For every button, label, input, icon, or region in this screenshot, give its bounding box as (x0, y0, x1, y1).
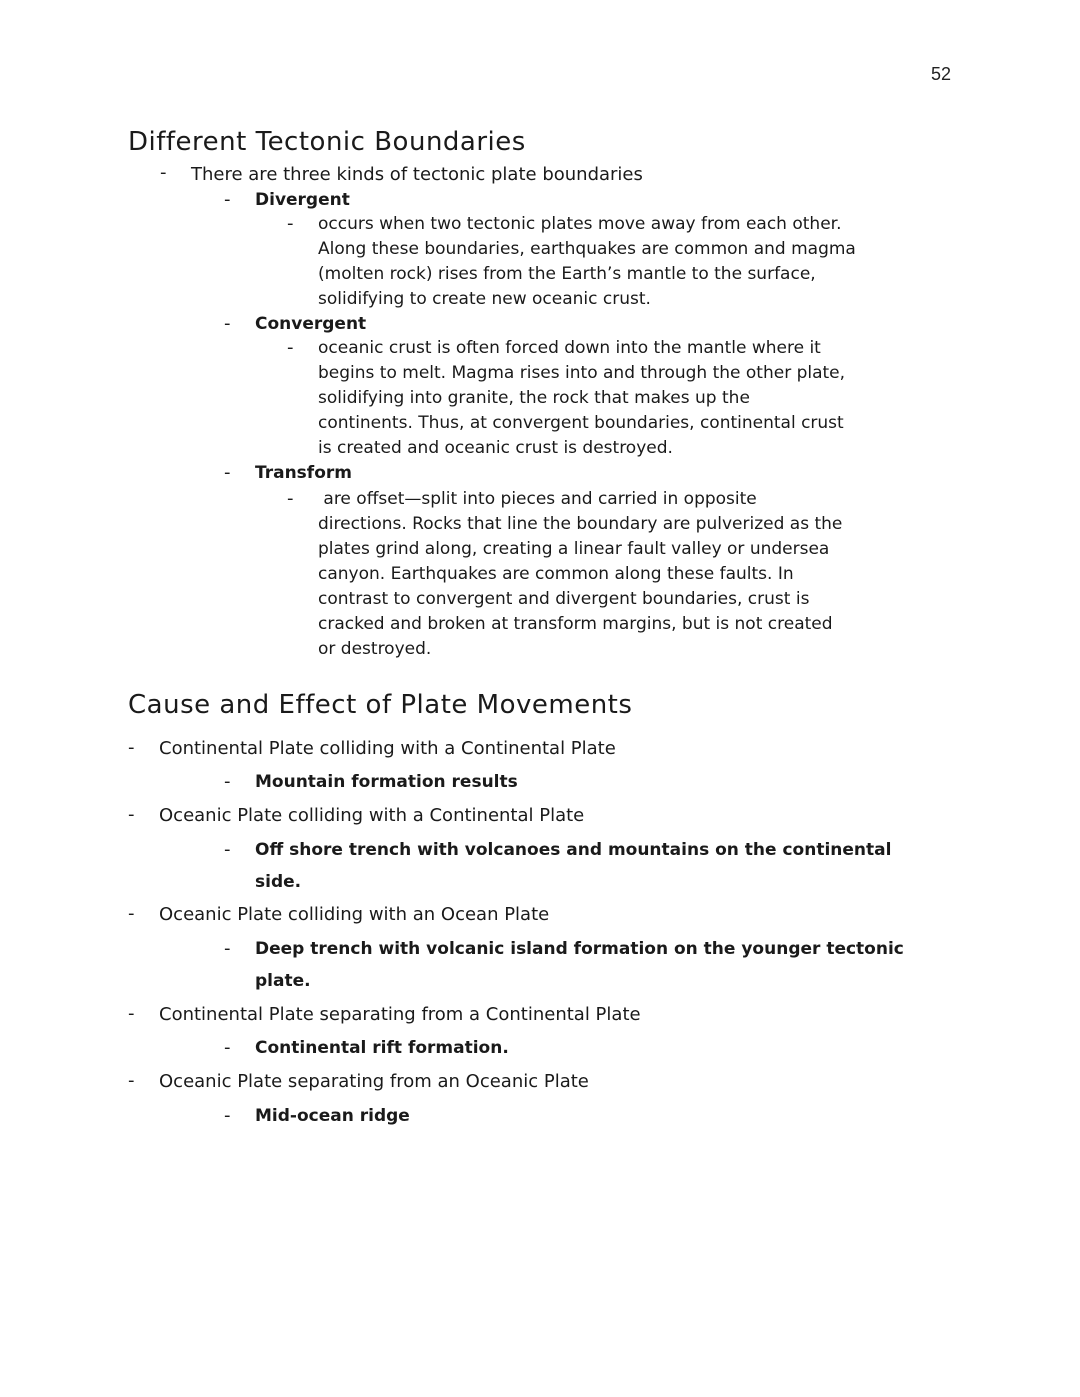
description-line: solidifying into granite, the rock that makes up the (318, 388, 750, 408)
boundary-name-divergent: Divergent (255, 190, 350, 210)
effect-item: Off shore trench with volcanoes and mountains on the continental (255, 840, 892, 860)
description-line: oceanic crust is often forced down into the mantle where it (318, 338, 821, 358)
cause-item: Oceanic Plate colliding with an Ocean Plate (159, 904, 550, 925)
bullet-dash: - (224, 839, 231, 860)
bullet-dash: - (287, 337, 294, 358)
description-line: solidifying to create new oceanic crust. (318, 289, 651, 309)
boundary-description-convergent (318, 336, 845, 461)
cause-item: Oceanic Plate colliding with a Continental Plate (159, 805, 585, 826)
description-line: canyon. Earthquakes are common along these faults. In (318, 564, 794, 584)
page-number: 52 (931, 64, 952, 84)
bullet-dash: - (128, 1003, 135, 1024)
boundary-description-transform (318, 487, 842, 662)
bullet-dash: - (287, 488, 294, 509)
description-line: directions. Rocks that line the boundary are pulverized as the (318, 514, 843, 534)
effect-item: Mountain formation results (255, 772, 518, 792)
description-line: or destroyed. (318, 639, 432, 659)
description-line: is created and oceanic crust is destroyed. (318, 438, 673, 458)
bullet-dash: - (128, 1070, 135, 1091)
bullet-dash: - (160, 162, 167, 183)
description-line: contrast to convergent and divergent boundaries, crust is (318, 589, 810, 609)
description-line: continents. Thus, at convergent boundaries, continental crust (318, 413, 844, 433)
bullet-dash: - (224, 189, 231, 210)
bullet-dash: - (128, 903, 135, 924)
section-heading-cause-effect: Cause and Effect of Plate Movements (128, 690, 633, 720)
description-line: are offset—split into pieces and carried in opposite (318, 489, 757, 509)
bullet-dash: - (128, 737, 135, 758)
description-line: begins to melt. Magma rises into and through the other plate, (318, 363, 846, 383)
boundary-description-divergent (318, 212, 856, 312)
description-line: cracked and broken at transform margins, but is not created (318, 614, 833, 634)
cause-item: Oceanic Plate separating from an Oceanic Plate (159, 1071, 589, 1092)
boundary-name-transform: Transform (255, 463, 352, 483)
bullet-dash: - (224, 462, 231, 483)
description-line: Along these boundaries, earthquakes are common and magma (318, 239, 856, 259)
bullet-dash: - (224, 1037, 231, 1058)
section-heading-tectonic-boundaries: Different Tectonic Boundaries (128, 127, 526, 157)
cause-item: Continental Plate colliding with a Continental Plate (159, 738, 616, 759)
bullet-dash: - (224, 771, 231, 792)
effect-item-continued: side. (255, 872, 302, 892)
cause-item: Continental Plate separating from a Continental Plate (159, 1004, 641, 1025)
bullet-dash: - (287, 213, 294, 234)
description-line: plates grind along, creating a linear fault valley or undersea (318, 539, 830, 559)
effect-item-continued: plate. (255, 971, 311, 991)
boundary-name-convergent: Convergent (255, 314, 367, 334)
effect-item: Deep trench with volcanic island formation on the younger tectonic (255, 939, 904, 959)
bullet-dash: - (128, 804, 135, 825)
bullet-dash: - (224, 1105, 231, 1126)
bullet-dash: - (224, 938, 231, 959)
description-line: (molten rock) rises from the Earth’s mantle to the surface, (318, 264, 816, 284)
effect-item: Mid-ocean ridge (255, 1106, 410, 1126)
description-line: occurs when two tectonic plates move away from each other. (318, 214, 842, 234)
bullet-dash: - (224, 313, 231, 334)
intro-text: There are three kinds of tectonic plate boundaries (191, 164, 643, 185)
effect-item: Continental rift formation. (255, 1038, 509, 1058)
